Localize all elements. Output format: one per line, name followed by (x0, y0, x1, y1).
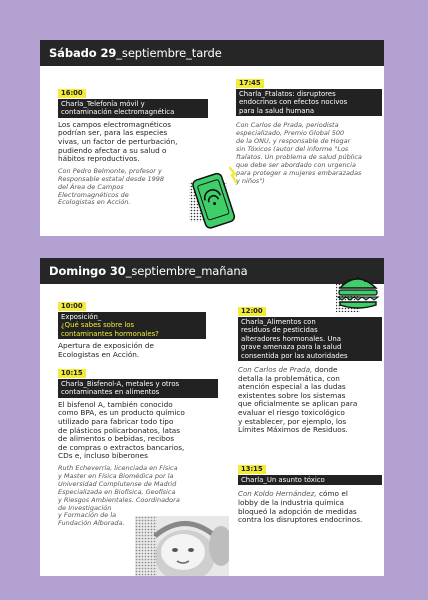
sunday-header-period: _septiembre_mañana (125, 264, 248, 278)
event-description: El bisfenol A, también conocido como BPA, es un producto químico utilizado para fabricar todo tipo de plásticos policarbonatos, latas de alimentos o bebidas, recibos de compras o extractos bancarios, CDs e, incluso biberones (58, 399, 185, 461)
event-title: Charla_Telefonía móvil y contaminación electromagnética (58, 99, 208, 118)
saturday-panel (40, 40, 384, 236)
event-description-text: cómo el lobby de la industria química bloqueó la adopción de medidas contra los disruptores endocrinos. (238, 489, 363, 525)
event-1200 (238, 298, 382, 435)
event-speaker: Con Pedro Belmonte, profesor y Responsable estatal desde 1998 del Área de Campos Electromagnéticos de Ecologistas en Acción. (58, 166, 165, 207)
event-title-line2: ¿Qué sabes sobre los contaminantes hormonales? (61, 321, 159, 338)
event-1315 (238, 456, 382, 525)
event-title-line1: Exposición_ (61, 313, 102, 321)
event-1745 (236, 70, 382, 185)
event-1015 (58, 360, 218, 528)
saturday-header-period: _septiembre_tarde (116, 46, 222, 60)
event-description: Apertura de exposición de Ecologistas en Acción. (58, 341, 155, 359)
event-title: Charla_Un asunto tóxico (238, 475, 382, 485)
event-speaker: Ruth Echeverría, licenciada en Física y Master en Física Biomédica por la Universidad Complutense de Madrid Especializada en Biofísica, Geofísica y Riesgos Ambientales. Coordinadora de Investigación y Formación de la Fundación Alborada. (58, 463, 180, 528)
sunday-header-day: Domingo 30 (49, 264, 126, 278)
event-1000 (58, 293, 206, 359)
sunday-panel (40, 258, 384, 576)
event-speaker: Con Carlos de Prada, (238, 365, 313, 375)
event-speaker: Con Koldo Hernández, (238, 489, 317, 499)
event-time: 13:15 (238, 465, 266, 474)
event-description: Los campos electromagnéticos podrían ser, para las especies vivas, un factor de perturbación, pudiendo afectar a su salud o hábitos reproductivos. (58, 119, 178, 164)
event-time: 10:00 (58, 302, 86, 311)
child-photo (135, 516, 229, 576)
saturday-header (40, 40, 384, 66)
event-title: Charla_Ftalatos: disruptores endocrinos con efectos nocivos para la salud humana (236, 89, 382, 116)
event-time: 10:15 (58, 369, 86, 378)
saturday-header-day: Sábado 29 (49, 46, 117, 60)
event-description-text: donde detalla la problemática, con atención especial a las dudas existentes sobre los sistemas que oficialmente se aplican para evaluar el riesgo toxicológico y establecer, por ejemplo, los Límites Máximos de Residuos. (238, 365, 358, 435)
event-title: Charla_Alimentos con residuos de pesticidas alteradores hormonales. Una grave amenaza para la salud consentida por las autoridades (238, 317, 382, 361)
event-speaker: Con Carlos de Prada, periodista especializado, Premio Global 500 de la ONU, y responsable de Hogar sin Tóxicos (autor del informe "Los ftalatos. Un problema de salud pública que debe ser abordado con urgencia para proteger a mujeres embarazadas y niños") (236, 121, 362, 185)
event-time: 12:00 (238, 307, 266, 316)
event-time: 17:45 (236, 79, 264, 88)
event-title: Charla_Bisfenol-A, metales y otros contaminantes en alimentos (58, 379, 218, 398)
event-description (238, 490, 382, 524)
event-title (58, 312, 206, 339)
event-description (238, 366, 382, 435)
event-time: 16:00 (58, 89, 86, 98)
phone-wifi-icon (175, 158, 245, 230)
burger-icon (332, 268, 382, 314)
